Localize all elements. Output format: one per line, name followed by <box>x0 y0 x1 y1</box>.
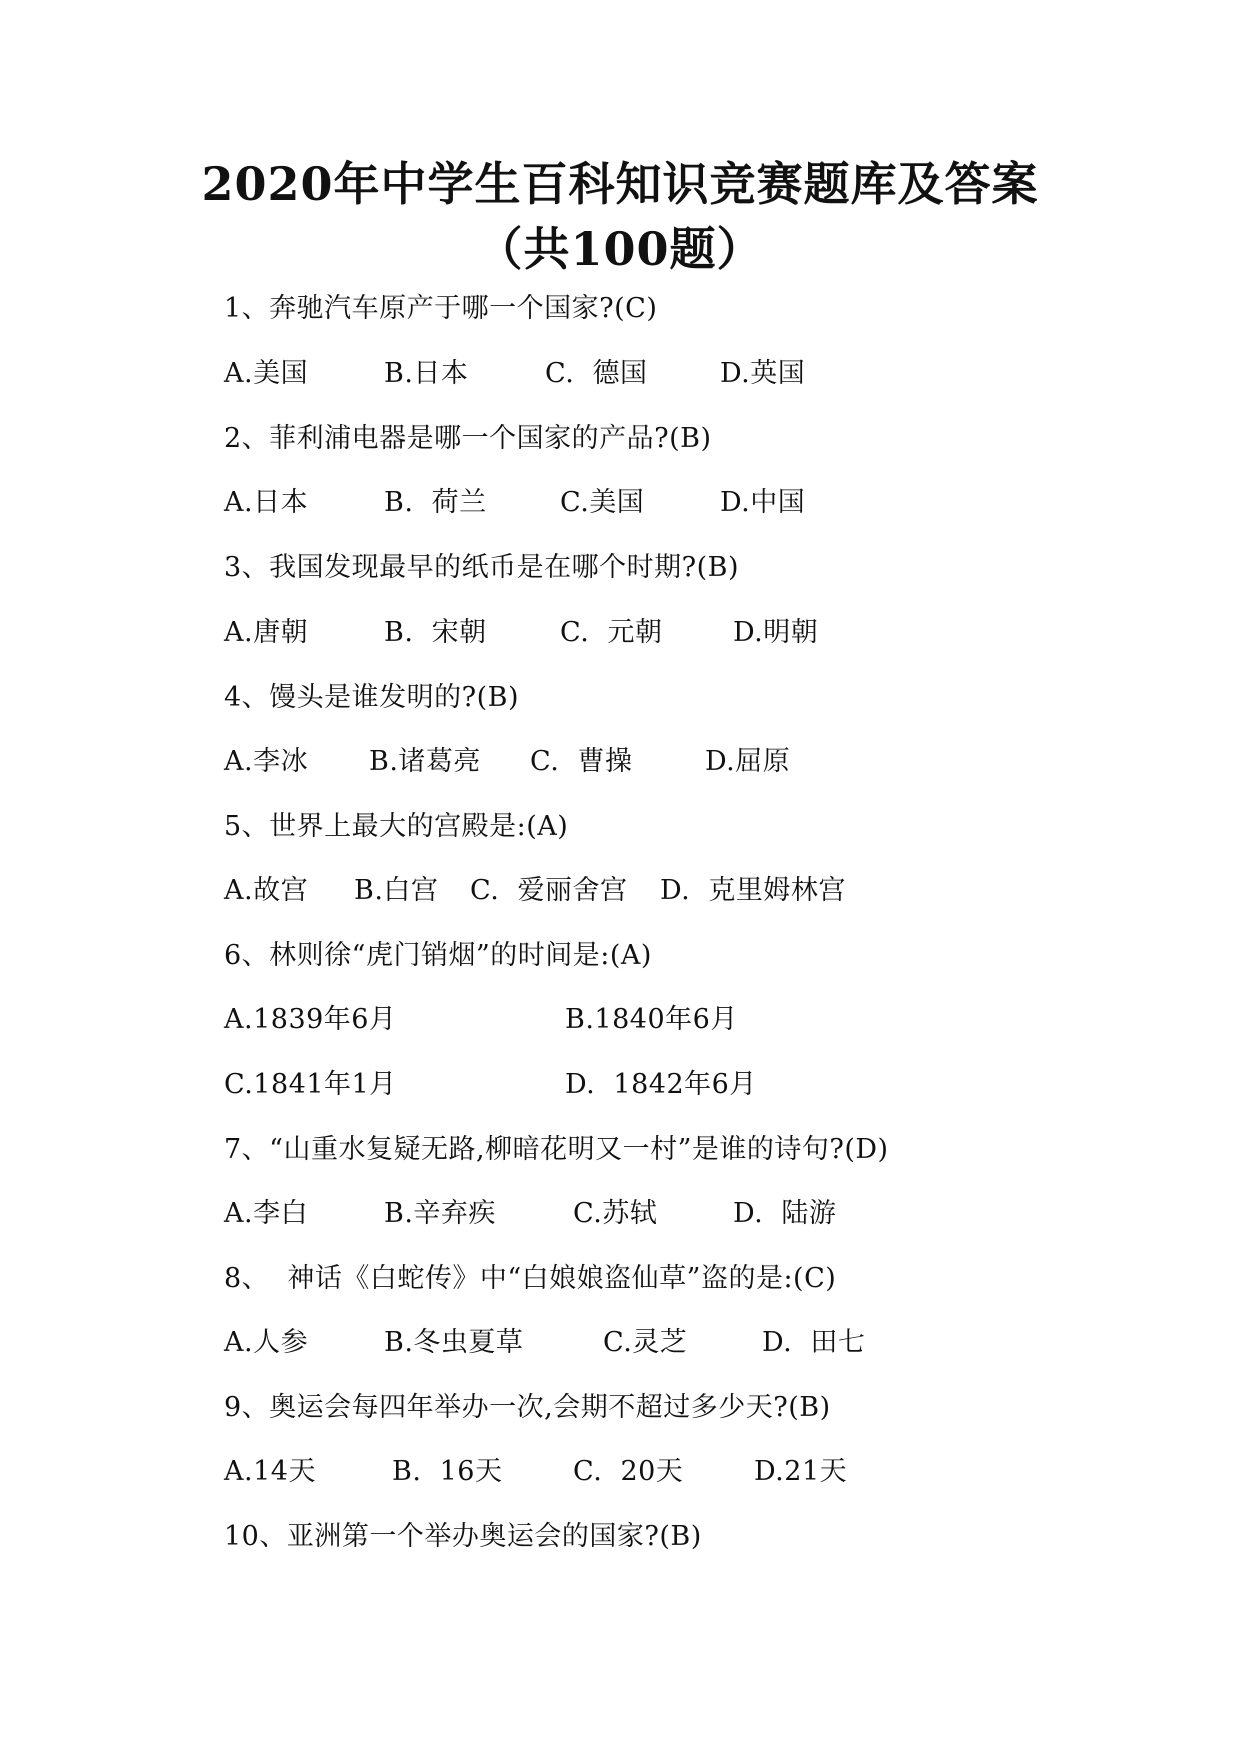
q4-option-c: C. 曹操 <box>530 746 633 777</box>
q4-option-a: A.李冰 <box>224 746 309 777</box>
question-2: 2、菲利浦电器是哪一个国家的产品?(B) <box>224 423 712 454</box>
q7-option-a: A.李白 <box>224 1198 309 1229</box>
q2-option-c: C.美国 <box>560 487 645 518</box>
q7-option-b: B.辛弃疾 <box>384 1198 496 1229</box>
q7-option-d: D. 陆游 <box>733 1198 837 1229</box>
question-5: 5、世界上最大的宫殿是:(A) <box>224 811 569 842</box>
q5-option-c: C. 爱丽舍宫 <box>470 875 628 906</box>
question-6: 6、林则徐“虎门销烟”的时间是:(A) <box>224 940 652 971</box>
document-subtitle: （共100题） <box>476 222 764 276</box>
q1-option-d: D.英国 <box>720 358 806 389</box>
q1-option-c: C. 德国 <box>545 358 648 389</box>
q9-option-d: D.21天 <box>754 1456 848 1487</box>
q4-option-b: B.诸葛亮 <box>369 746 481 777</box>
q5-option-d: D. 克里姆林宫 <box>660 875 846 906</box>
question-4: 4、馒头是谁发明的?(B) <box>224 682 520 713</box>
q8-option-c: C.灵芝 <box>603 1327 688 1358</box>
q6-option-b: B.1840年6月 <box>565 1004 738 1035</box>
q3-option-c: C. 元朝 <box>560 617 663 648</box>
q3-option-d: D.明朝 <box>733 617 819 648</box>
q2-option-a: A.日本 <box>224 487 309 518</box>
q5-option-b: B.白宫 <box>354 875 439 906</box>
q8-option-b: B.冬虫夏草 <box>384 1327 524 1358</box>
question-10: 10、亚洲第一个举办奥运会的国家?(B) <box>224 1521 702 1552</box>
q4-option-d: D.屈原 <box>705 746 791 777</box>
question-7: 7、“山重水复疑无路,柳暗花明又一村”是谁的诗句?(D) <box>224 1134 889 1165</box>
question-3: 3、我国发现最早的纸币是在哪个时期?(B) <box>224 552 740 583</box>
q6-option-c: C.1841年1月 <box>224 1069 397 1100</box>
document-title: 2020年中学生百科知识竞赛题库及答案 <box>201 157 1039 211</box>
q3-option-b: B. 宋朝 <box>384 617 487 648</box>
q9-option-a: A.14天 <box>224 1456 316 1487</box>
q2-option-d: D.中国 <box>720 487 806 518</box>
q6-option-d: D. 1842年6月 <box>565 1069 757 1100</box>
question-8: 8、 神话《白蛇传》中“白娘娘盗仙草”盗的是:(C) <box>224 1263 837 1294</box>
q1-option-b: B.日本 <box>384 358 469 389</box>
question-9: 9、奥运会每四年举办一次,会期不超过多少天?(B) <box>224 1392 831 1423</box>
q9-option-c: C. 20天 <box>573 1456 684 1487</box>
q1-option-a: A.美国 <box>224 358 309 389</box>
q7-option-c: C.苏轼 <box>573 1198 658 1229</box>
q6-option-a: A.1839年6月 <box>224 1004 397 1035</box>
q2-option-b: B. 荷兰 <box>384 487 487 518</box>
q9-option-b: B. 16天 <box>392 1456 503 1487</box>
q5-option-a: A.故宫 <box>224 875 309 906</box>
q3-option-a: A.唐朝 <box>224 617 309 648</box>
question-1: 1、奔驰汽车原产于哪一个国家?(C) <box>224 293 658 324</box>
q8-option-d: D. 田七 <box>762 1327 866 1358</box>
q8-option-a: A.人参 <box>224 1327 309 1358</box>
